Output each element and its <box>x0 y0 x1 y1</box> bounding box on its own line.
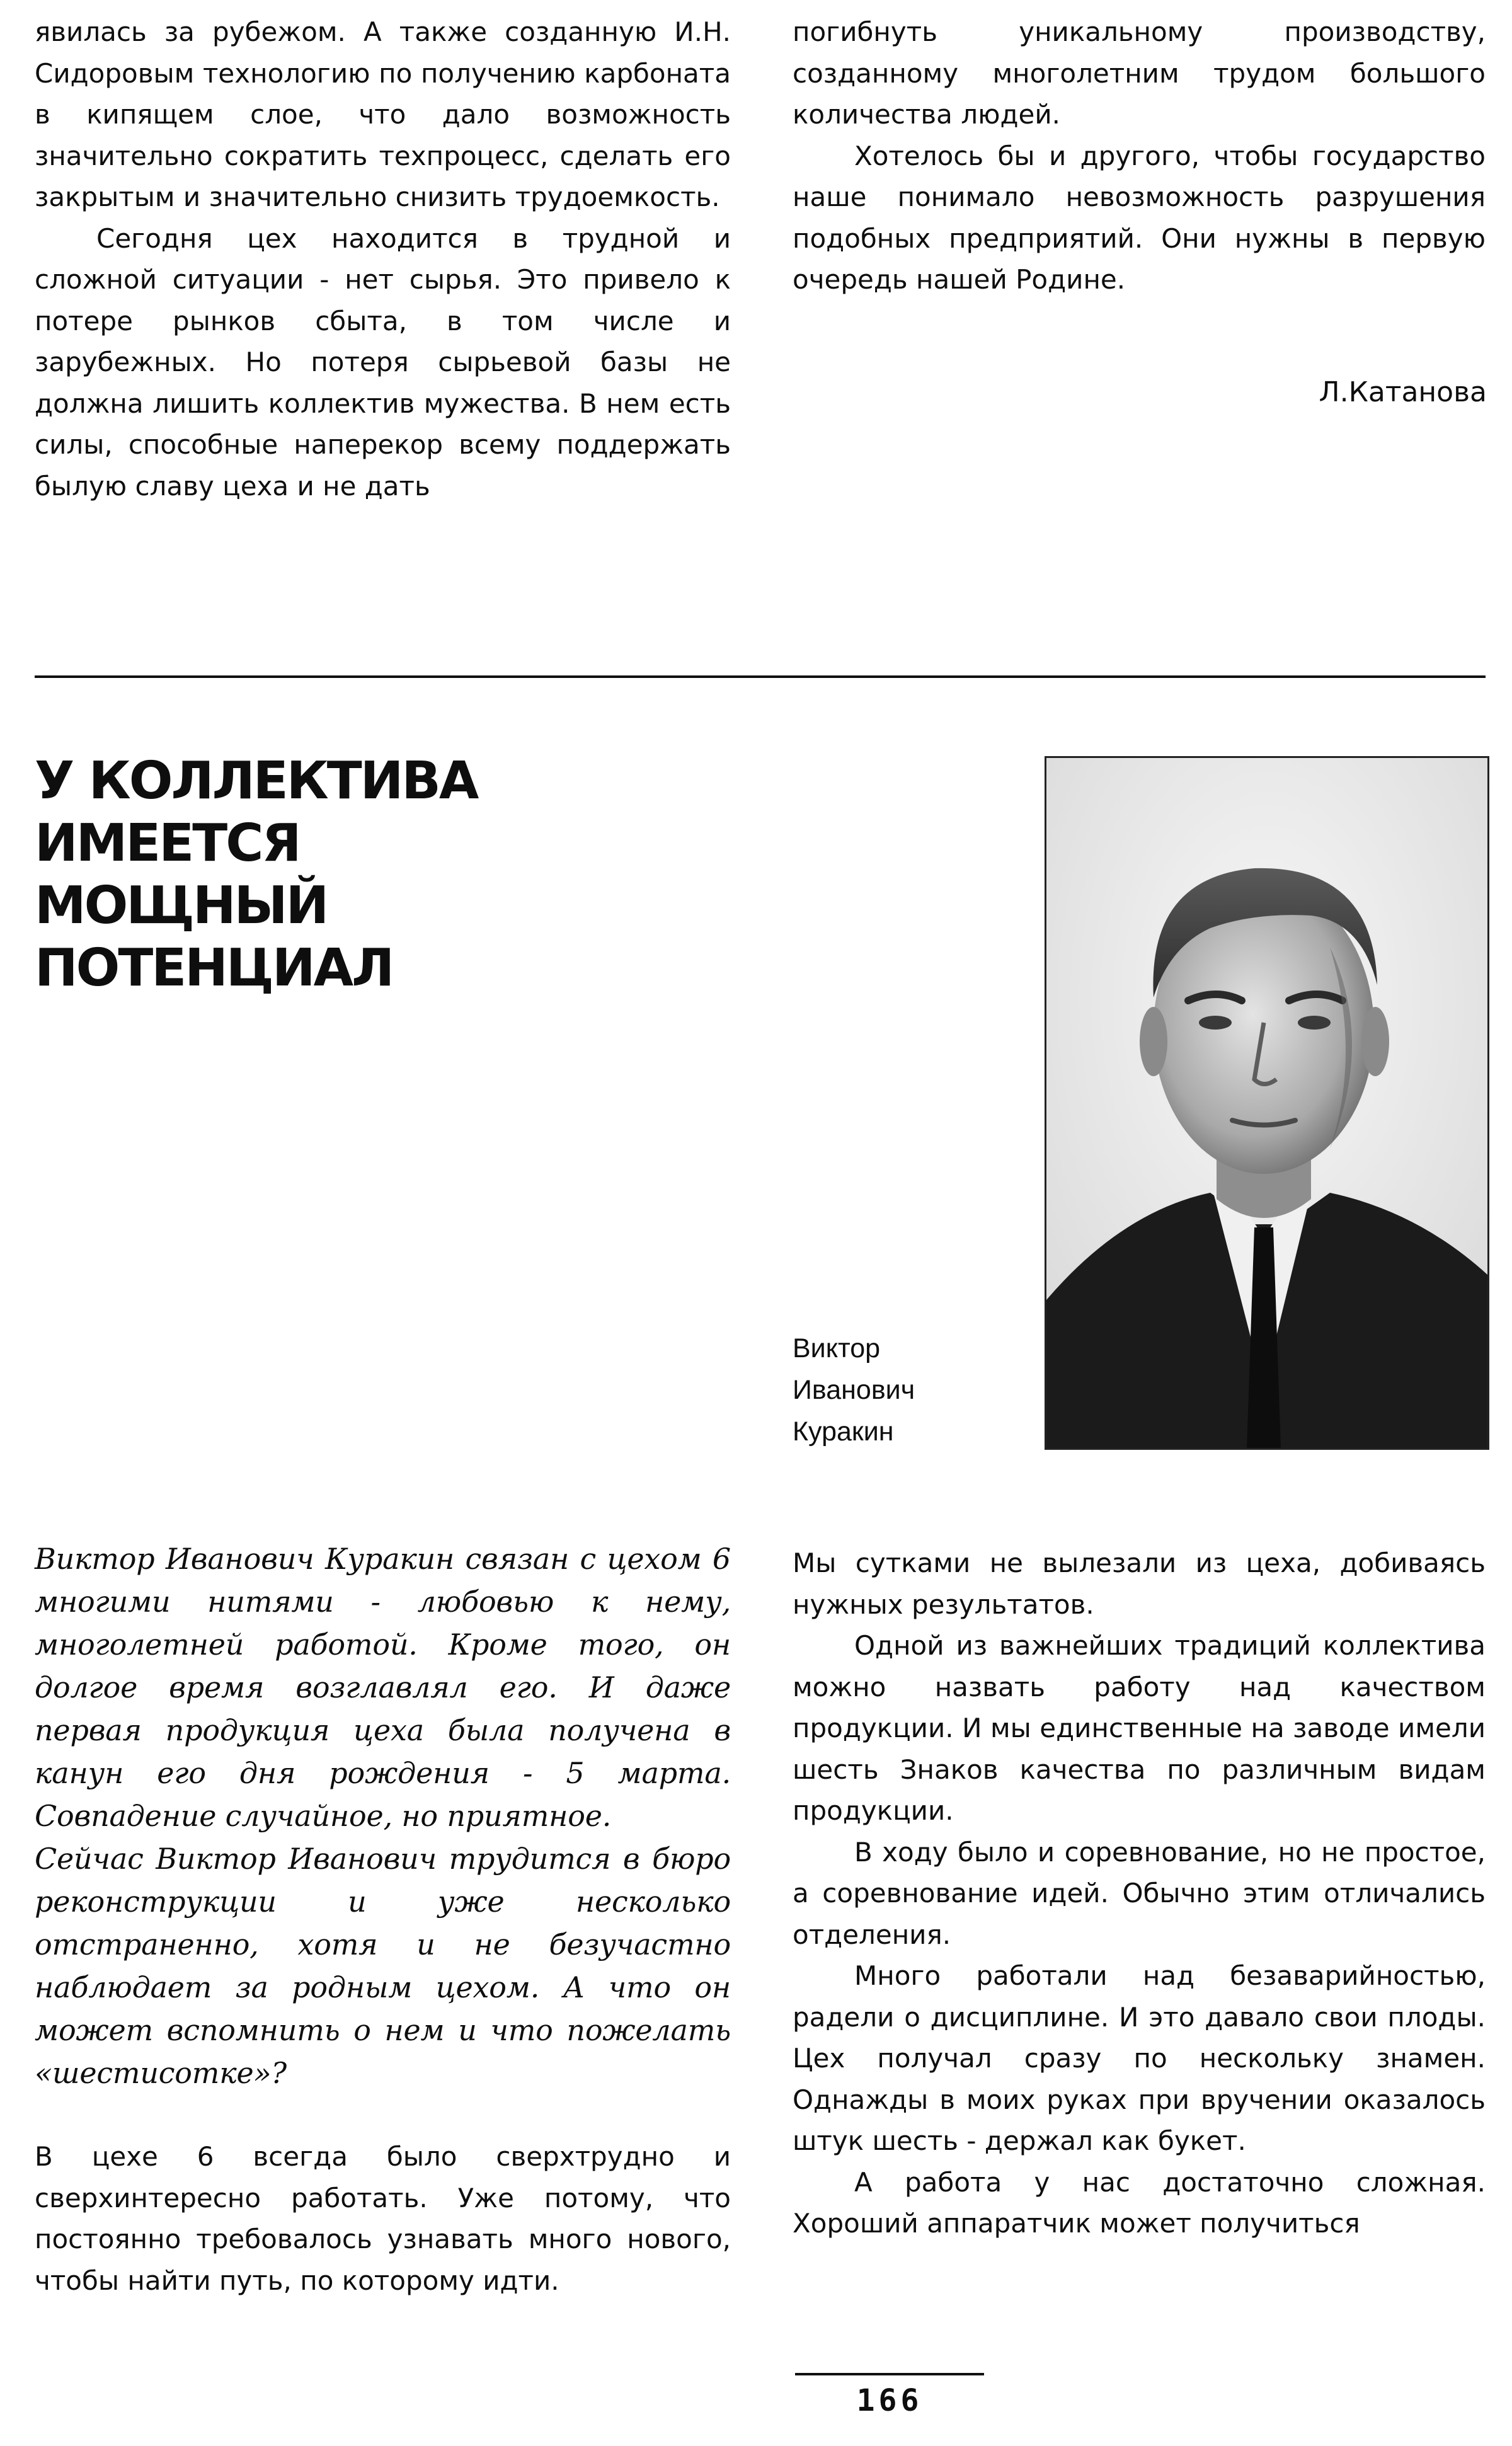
caption-line: Иванович <box>793 1375 915 1405</box>
headline-line: МОЩНЫЙ <box>35 876 328 936</box>
section-divider <box>35 675 1486 678</box>
article-lede <box>35 1537 731 2094</box>
paragraph: В цехе 6 всегда было сверхтрудно и сверхинтересно работать. Уже потому, что постоянно требовалось узнавать много нового, чтобы найти путь, по которому идти. <box>35 2141 731 2296</box>
photo-caption <box>793 1328 1032 1452</box>
paragraph: погибнуть уникальному производству, созданному многолетним трудом большого количества людей. <box>793 16 1486 130</box>
portrait-illustration <box>1046 758 1487 1448</box>
top-right-column <box>793 11 1486 301</box>
paragraph: Хотелось бы и другого, чтобы государство наше понимало невозможность разрушения подобных предприятий. Они нужны в первую очередь нашей Родине. <box>793 140 1486 295</box>
caption-line: Куракин <box>793 1416 894 1447</box>
headline-line: ПОТЕНЦИАЛ <box>35 938 393 998</box>
lede-paragraph: Сейчас Виктор Иванович трудится в бюро реконструкции и уже несколько отстраненно, хотя и не безучастно наблюдает за родным цехом. А что он может вспомнить о нем и что пожелать «шестисотке»? <box>35 1842 731 2090</box>
article-body-right <box>793 1542 1486 2244</box>
caption-line: Виктор <box>793 1333 881 1364</box>
top-left-column <box>35 11 731 507</box>
headline-line: ИМЕЕТСЯ <box>35 813 300 873</box>
paragraph: В ходу было и соревнование, но не простое, а соревнование идей. Обычно этим отличались отделения. <box>793 1836 1486 1950</box>
footer-rule <box>795 2373 984 2375</box>
page-number: 166 <box>856 2383 923 2418</box>
paragraph: Одной из важнейших традиций коллектива можно назвать работу над качеством продукции. И мы единственные на заводе имели шесть Знаков качества по различным видам продукции. <box>793 1630 1486 1826</box>
paragraph: Много работали над безаварийностью, радели о дисциплине. И это давало свои плоды. Цех получал сразу по нескольку знамен. Однажды в моих руках при вручении оказалось штук шесть - держал как букет. <box>793 1960 1486 2156</box>
article-body-left <box>35 2136 731 2301</box>
paragraph: А работа у нас достаточно сложная. Хороший аппаратчик может получиться <box>793 2166 1486 2239</box>
headline-line: У КОЛЛЕКТИВА <box>35 751 478 811</box>
lede-paragraph: Виктор Иванович Куракин связан с цехом 6 многими нитями - любовью к нему, многолетней работой. Кроме того, он долгое время возглавлял его. И даже первая продукция цеха была получена в канун его дня рождения - 5 марта. Совпадение случайное, но приятное. <box>35 1542 731 1833</box>
paragraph: явилась за рубежом. А также созданную И.Н. Сидоровым технологию по получению карбоната в кипящем слое, что дало возможность значительно сократить техпроцесс, сделать его закрытым и значительно снизить трудоемкость. <box>35 16 731 212</box>
author-signature: Л.Катанова <box>1319 376 1487 408</box>
article-headline <box>35 750 602 999</box>
paragraph: Мы сутками не вылезали из цеха, добиваясь нужных результатов. <box>793 1547 1486 1620</box>
portrait-photo <box>1045 756 1489 1450</box>
paragraph: Сегодня цех находится в трудной и сложной ситуации - нет сырья. Это привело к потере рынков сбыта, в том числе и зарубежных. Но потеря сырьевой базы не должна лишить коллектив мужества. В нем есть силы, способные наперекор всему поддержать былую славу цеха и не дать <box>35 222 731 502</box>
